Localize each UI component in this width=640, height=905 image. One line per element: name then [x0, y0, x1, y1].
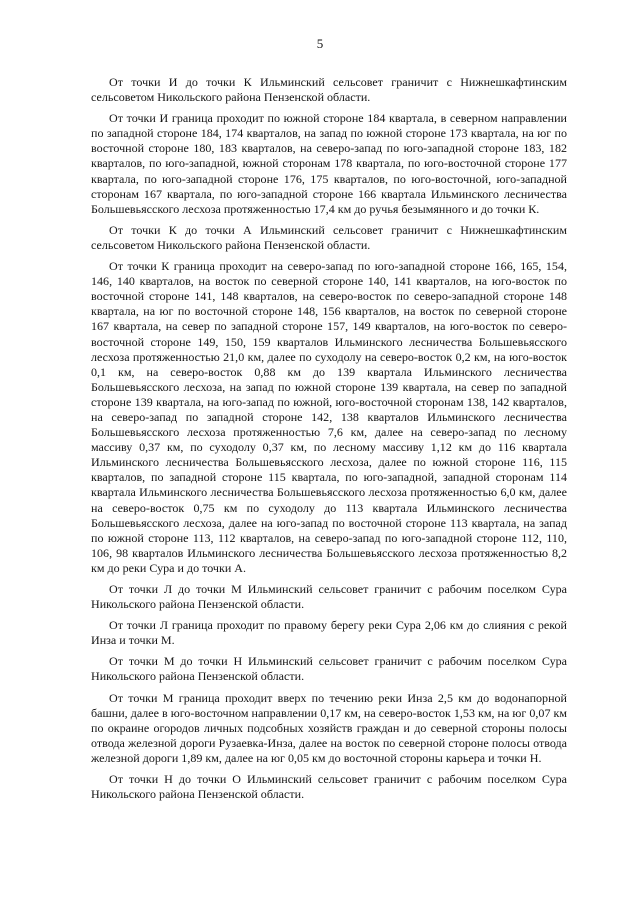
document-body: [91, 75, 567, 808]
paragraph-route-l-m: От точки Л граница проходит по правому берегу реки Сура 2,06 км до слияния с рекой Инза и точки М.: [91, 618, 567, 648]
paragraph-boundary-i-k: От точки И до точки К Ильминский сельсовет граничит с Нижнешкафтинским сельсоветом Никольского района Пензенской области.: [91, 75, 567, 105]
paragraph-boundary-n-o: От точки Н до точки О Ильминский сельсовет граничит с рабочим поселком Сура Никольского района Пензенской области.: [91, 772, 567, 802]
page-number: 5: [316, 36, 324, 51]
paragraph-boundary-k-a: От точки К до точки А Ильминский сельсовет граничит с Нижнешкафтинским сельсоветом Никольского района Пензенской области.: [91, 222, 567, 252]
paragraph-route-m-n: От точки М граница проходит вверх по течению реки Инза 2,5 км до водонапорной башни, далее в юго-восточном направлении 0,17 км, на северо-восток 1,53 км, на юг 0,07 км по окраине огородов личных подсобных хозяйств граждан и до северной стороны полосы отвода железной дороги Рузаевка-Инза, далее на восток по северной стороне полосы отвода железной дороги 1,89 км, далее на юг 0,05 км до восточной стороны карьера и точки Н.: [91, 690, 567, 765]
paragraph-boundary-m-n: От точки М до точки Н Ильминский сельсовет граничит с рабочим поселком Сура Никольского района Пензенской области.: [91, 654, 567, 684]
paragraph-route-i-k: От точки И граница проходит по южной стороне 184 квартала, в северном направлении по западной стороне 184, 174 кварталов, на запад по южной стороне 173 квартала, на юг по восточной стороне 180, 183 кварталов, на северо-запад по юго-западной стороне 183, 182 кварталов, по юго-западной, южной сторонам 178 квартала, по юго-восточной стороне 177 квартала, по юго-западной стороне 176, 175 кварталов, по юго-восточной, юго-западной сторонам 167 квартала, по юго-западной стороне 166 квартала Ильминского лесничества Большевьясского лесхоза протяженностью 17,4 км до ручья безымянного и до точки К.: [91, 111, 567, 216]
paragraph-route-k-a: От точки К граница проходит на северо-запад по юго-западной стороне 166, 165, 154, 146, 140 кварталов, на восток по северной стороне 140, 141 кварталов, на юго-восток по восточной стороне 141, 148 кварталов, на северо-восток по северо-западной стороне 148 квартала, на юг по восточной стороне 148, 156 кварталов, на восток по северной стороне 167 квартала, на север по западной стороне 157, 149 кварталов, на юго-восток по северо-восточной стороне 149, 150, 159 кварталов Ильминского лесничества Большевьясского лесхоза протяженностью 21,0 км, далее по суходолу на северо-восток 0,2 км, на юго-восток 0,1 км, на северо-восток 0,88 км до 139 квартала Ильминского лесничества Большевьясского лесхоза, на запад по южной стороне 139 квартала, на север по западной стороне 139 квартала, на юго-запад по южной, юго-восточной сторонам 138, 142 кварталов, на северо-запад по западной стороне 142, 138 кварталов Ильминского лесничества Большевьясского лесхоза протяженностью 7,6 км, далее на северо-запад по лесному массиву 0,37 км, по суходолу 0,37 км, по лесному массиву 1,12 км до 116 квартала Ильминского лесничества Большевьясского лесхоза, далее по южной стороне 116, 115 кварталов, по западной стороне 115 квартала, по юго-западной, западной сторонам 114 квартала Ильминского лесничества Большевьясского лесхоза протяженностью 6,0 км, далее на северо-восток 0,75 км по суходолу до 113 квартала Ильминского лесничества Большевьясского лесхоза, далее на юго-запад по восточной стороне 113 квартала, на запад по южной стороне 113, 112 кварталов, на северо-запад по юго-западной стороне 112, 110, 106, 98 кварталов Ильминского лесничества Большевьясского лесхоза протяженностью 8,2 км до реки Сура и до точки А.: [91, 259, 567, 575]
paragraph-boundary-l-m: От точки Л до точки М Ильминский сельсовет граничит с рабочим поселком Сура Никольского района Пензенской области.: [91, 582, 567, 612]
